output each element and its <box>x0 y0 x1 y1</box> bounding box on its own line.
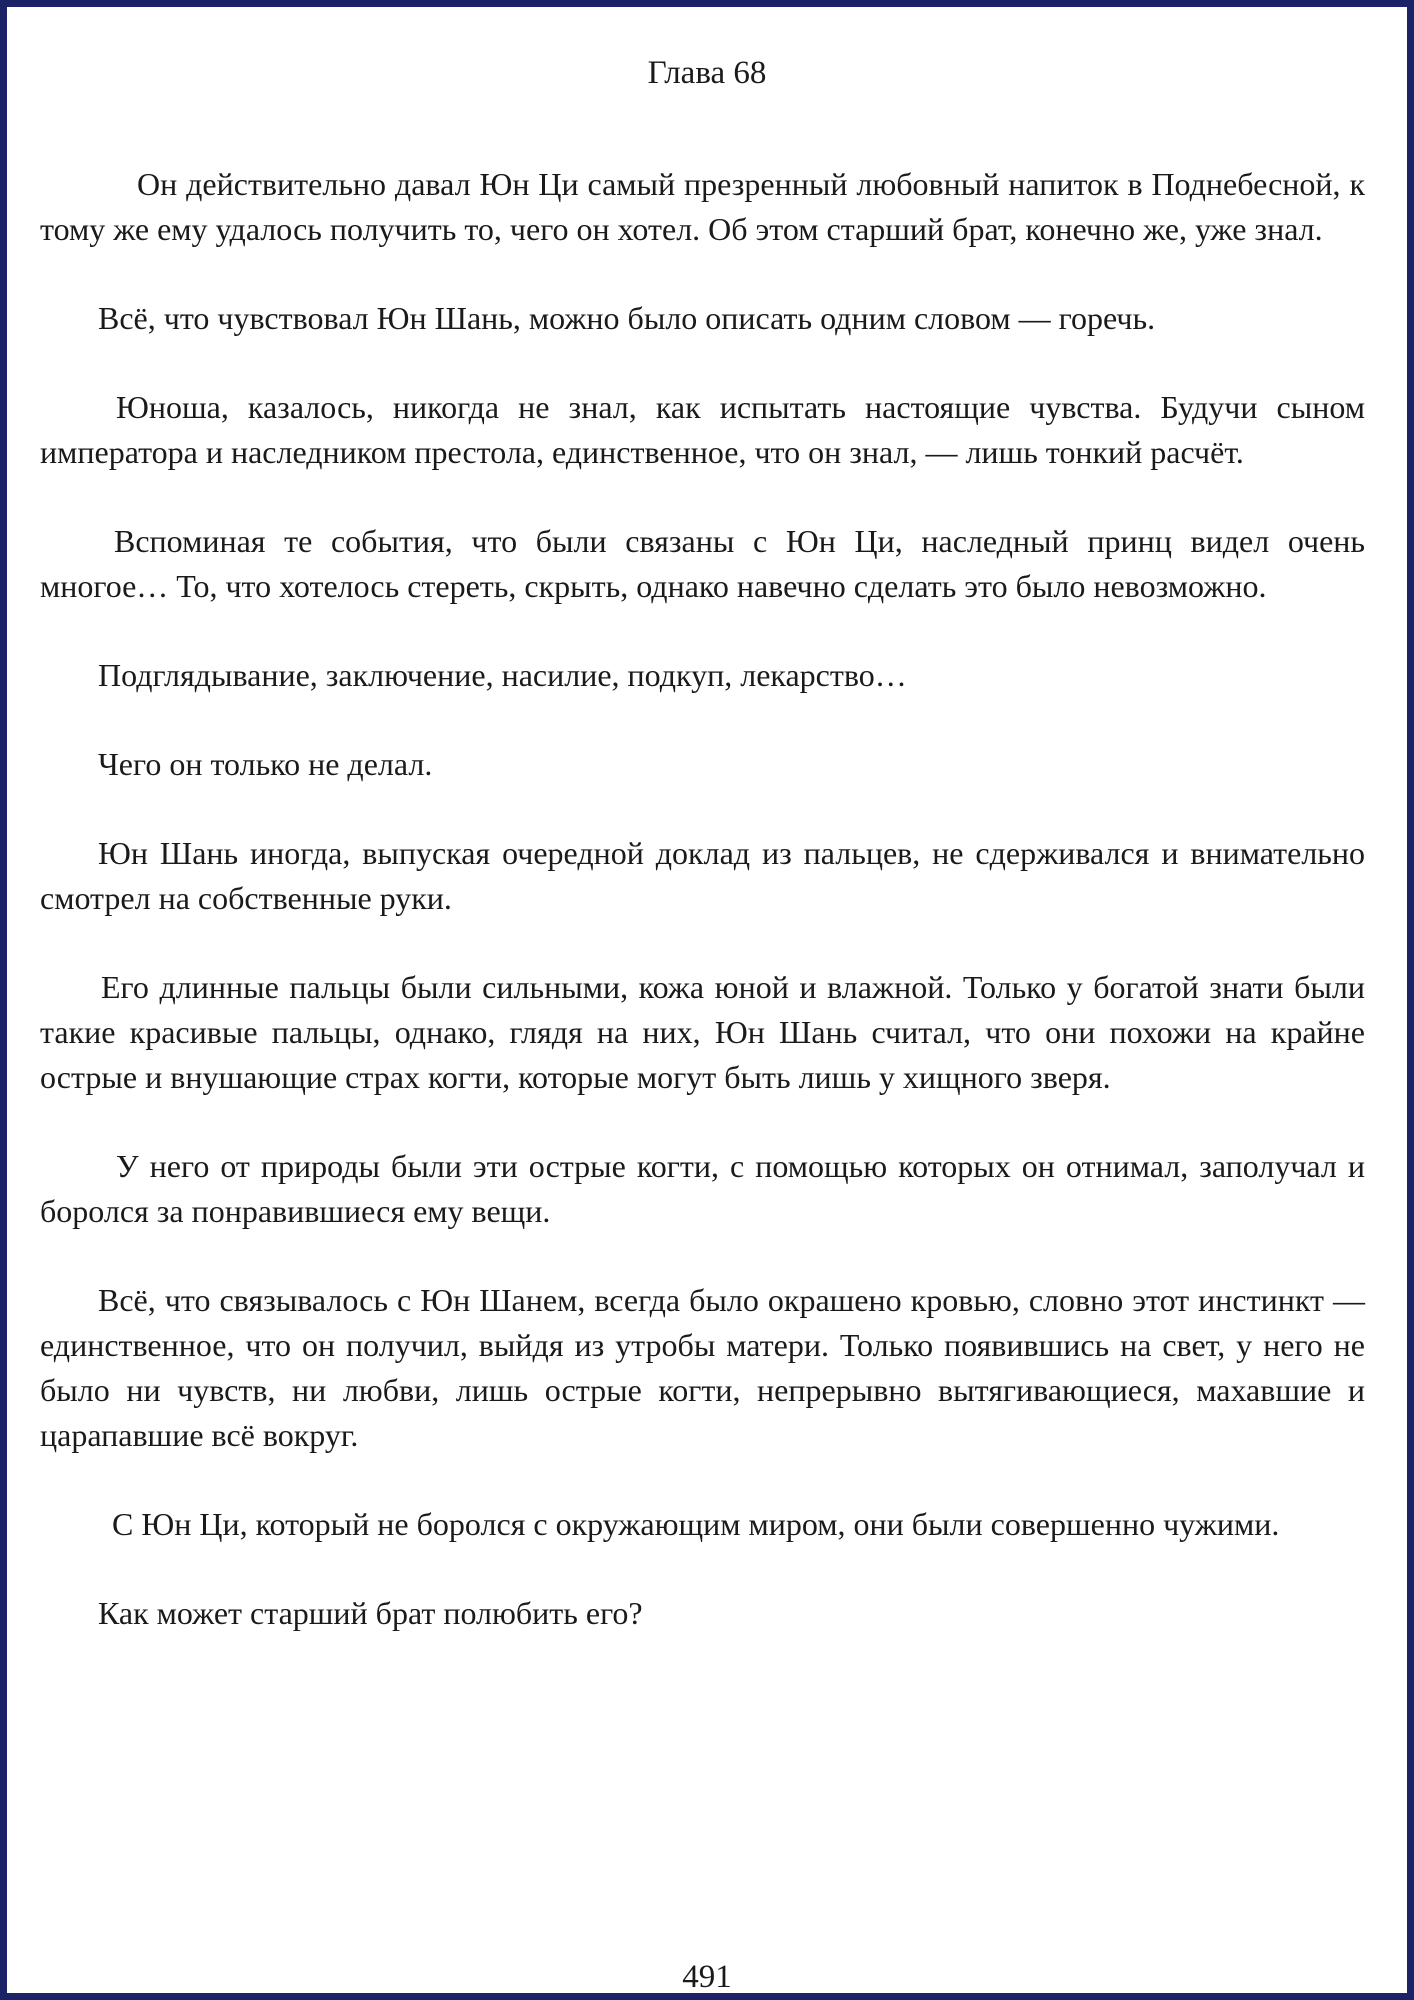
chapter-body <box>40 162 1365 1680</box>
paragraph: У него от природы были эти острые когти, с помощью которых он отнимал, заполучал и боролся за понравившиеся ему вещи. <box>40 1148 1365 1229</box>
paragraph: Юноша, казалось, никогда не знал, как испытать настоящие чувства. Будучи сыном императора и наследником престола, единственное, что он знал, — лишь тонкий расчёт. <box>40 389 1365 470</box>
paragraph: Он действительно давал Юн Ци самый презренный любовный напиток в Поднебесной, к тому же ему удалось получить то, чего он хотел. Об этом старший брат, конечно же, уже знал. <box>40 166 1365 247</box>
paragraph: Вспоминая те события, что были связаны с Юн Ци, наследный принц видел очень многое… То, что хотелось стереть, скрыть, однако навечно сделать это было невозможно. <box>40 523 1365 604</box>
paragraph: Юн Шань иногда, выпуская очередной доклад из пальцев, не сдерживался и внимательно смотрел на собственные руки. <box>40 835 1365 916</box>
paragraph: Подглядывание, заключение, насилие, подкуп, лекарство… <box>98 657 907 693</box>
paragraph: С Юн Ци, который не боролся с окружающим миром, они были совершенно чужими. <box>112 1506 1280 1542</box>
paragraph: Всё, что связывалось с Юн Шанем, всегда было окрашено кровью, словно этот инстинкт — единственное, что он получил, выйдя из утробы матери. Только появившись на свет, у него не было ни чувств, ни любви, лишь острые когти, непрерывно вытягивающиеся, махавшие и царапавшие всё вокруг. <box>40 1282 1365 1453</box>
page-number: 491 <box>682 1959 732 1995</box>
paragraph: Как может старший брат полюбить его? <box>98 1595 643 1631</box>
paragraph: Чего он только не делал. <box>98 746 433 782</box>
paragraph: Его длинные пальцы были сильными, кожа юной и влажной. Только у богатой знати были такие красивые пальцы, однако, глядя на них, Юн Шань считал, что они похожи на крайне острые и внушающие страх когти, которые могут быть лишь у хищного зверя. <box>40 969 1365 1095</box>
paragraph: Всё, что чувствовал Юн Шань, можно было описать одним словом — горечь. <box>98 300 1156 336</box>
chapter-title: Глава 68 <box>647 55 767 91</box>
